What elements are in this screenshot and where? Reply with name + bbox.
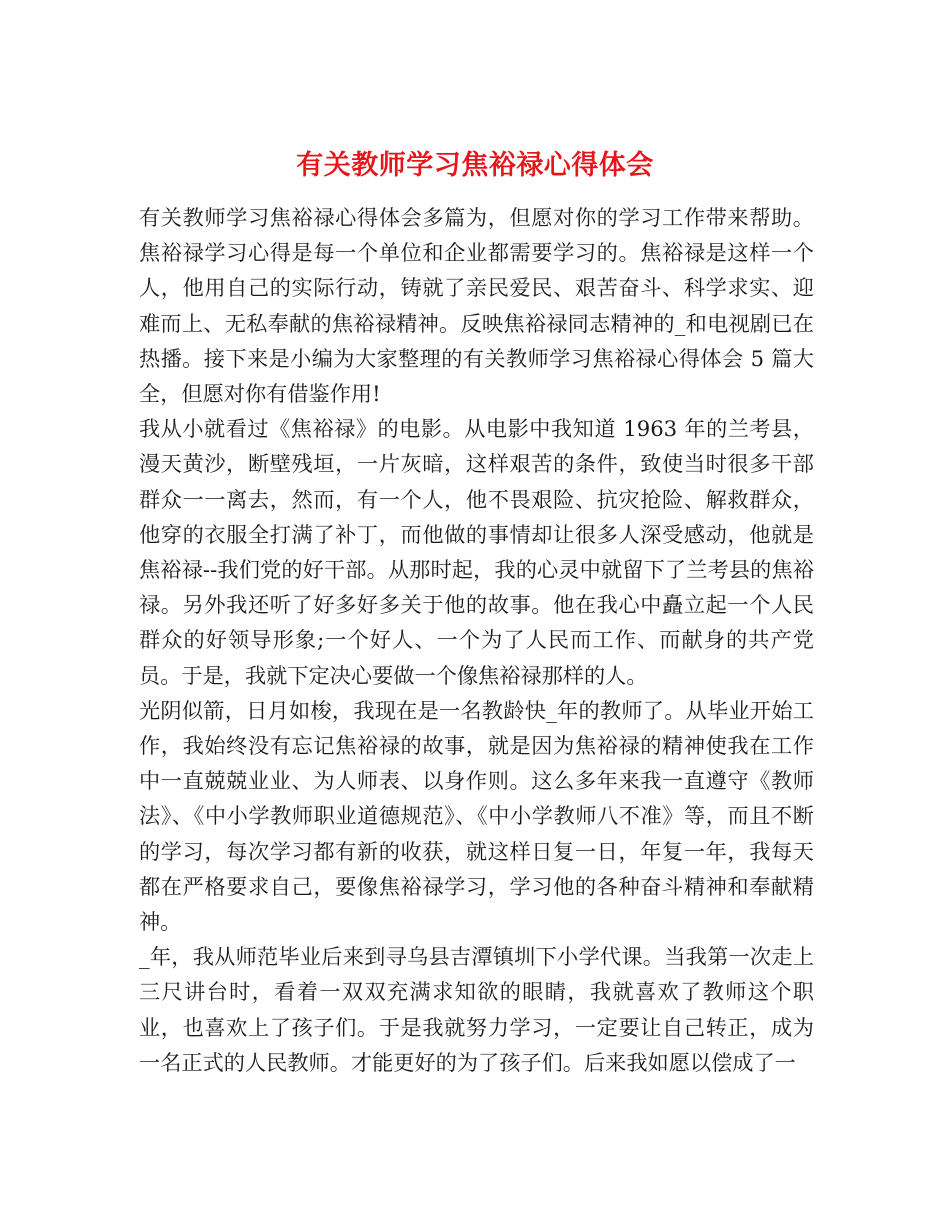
paragraph-intro: 有关教师学习焦裕禄心得体会多篇为，但愿对你的学习工作带来帮助。焦裕禄学习心得是每一个单位和企业都需要学习的。焦裕禄是这样一个人，他用自己的实际行动，铸就了亲民爱民、艰苦奋斗、科学求实、迎难而上、无私奉献的焦裕禄精神。反映焦裕禄同志精神的_和电视剧已在热播。接下来是小编为大家整理的有关教师学习焦裕禄心得体会 5 篇大全，但愿对你有借鉴作用! [139, 205, 814, 407]
paragraph-teaching-career: 光阴似箭，日月如梭，我现在是一名教龄快_年的教师了。从毕业开始工作，我始终没有忘记焦裕禄的故事，就是因为焦裕禄的精神使我在工作中一直兢兢业业、为人师表、以身作则。这么多年来我一直遵守《教师法》、《中小学教师职业道德规范》、《中小学教师八不准》等，而且不断的学习，每次学习都有新的收获，就这样日复一日，年复一年，我每天都在严格要求自己，要像焦裕禄学习，学习他的各种奋斗精神和奉献精神。 [139, 697, 814, 935]
paragraph-first-class: _年，我从师范毕业后来到寻乌县吉潭镇圳下小学代课。当我第一次走上三尺讲台时，看着一双双充满求知欲的眼睛，我就喜欢了教师这个职业，也喜欢上了孩子们。于是我就努力学习，一定要让自己转正，成为一名正式的人民教师。才能更好的为了孩子们。后来我如愿以偿成了一 [139, 944, 814, 1075]
document-body [139, 200, 814, 1080]
paragraph-childhood: 我从小就看过《焦裕禄》的电影。从电影中我知道 1963 年的兰考县，漫天黄沙，断壁残垣，一片灰暗，这样艰苦的条件，致使当时很多干部群众一一离去，然而，有一个人，他不畏艰险、抗灾抢险、解救群众，他穿的衣服全打满了补丁，而他做的事情却让很多人深受感动，他就是焦裕禄--我们党的好干部。从那时起，我的心灵中就留下了兰考县的焦裕禄。另外我还听了好多好多关于他的故事。他在我心中矗立起一个人民群众的好领导形象;一个好人、一个为了人民而工作、而献身的共产党员。于是，我就下定决心要做一个像焦裕禄那样的人。 [139, 416, 814, 688]
document-title: 有关教师学习焦裕禄心得体会 [296, 150, 654, 182]
